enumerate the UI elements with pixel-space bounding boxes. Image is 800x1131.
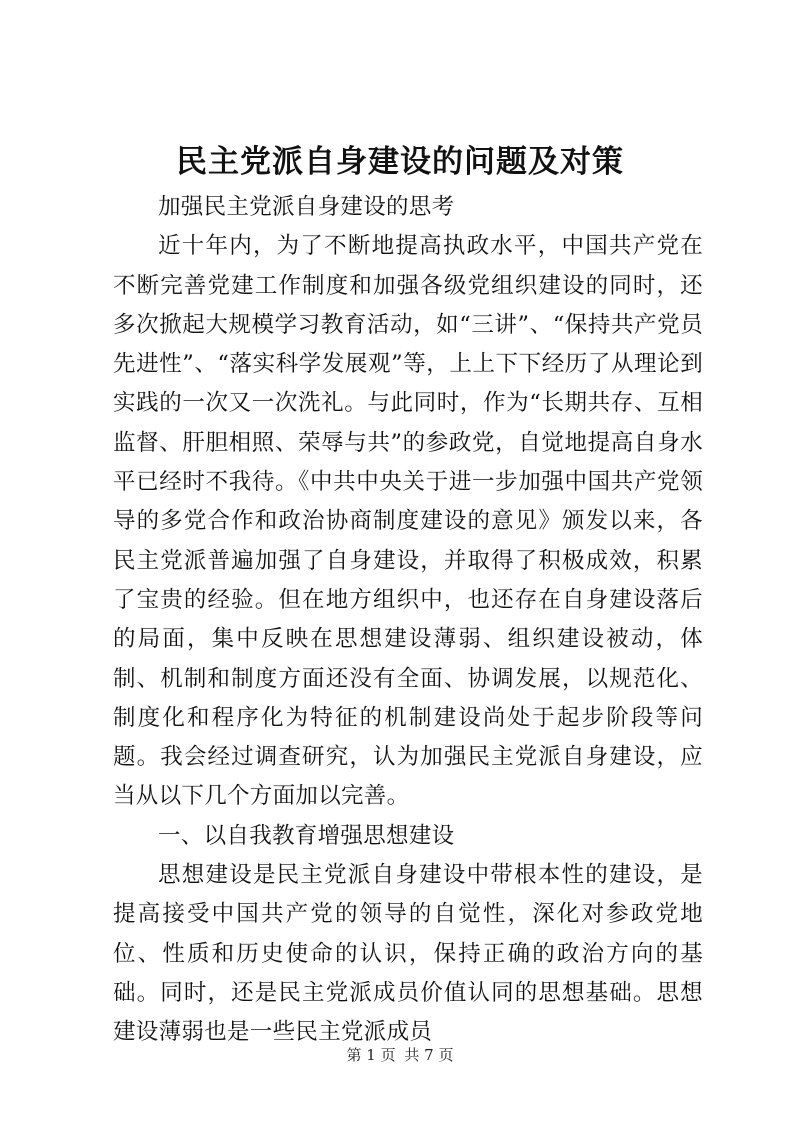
subtitle-paragraph: 加强民主党派自身建设的思考 (158, 194, 455, 220)
page-number: 第 1 页 (346, 1046, 396, 1064)
section-paragraph: 思想建设是民主党派自身建设中带根本性的建设，是提高接受中国共产党的领导的自觉性，深化对参政党地位、性质和历史使命的认识，保持正确的政治方向的基础。同时，还是民主党派成员价值认同的思想基础。思想建设薄弱也是一些民主党派成员 (113, 862, 703, 1046)
page-footer (0, 1045, 800, 1065)
total-pages: 共 7 页 (404, 1046, 454, 1064)
section-heading: 一、以自我教育增强思想建设 (158, 822, 455, 849)
document-title: 民主党派自身建设的问题及对策 (176, 144, 624, 180)
document-body (113, 188, 703, 1053)
intro-paragraph: 近十年内，为了不断地提高执政水平，中国共产党在不断完善党建工作制度和加强各级党组织建设的同时，还多次掀起大规模学习教育活动，如“三讲”、“保持共产党员先进性”、“落实科学发展观”等，上上下下经历了从理论到实践的一次又一次洗礼。与此同时，作为“长期共存、互相监督、肝胆相照、荣辱与共”的参政党，自觉地提高自身水平已经时不我待。《中共中央关于进一步加强中国共产党领导的多党合作和政治协商制度建设的意见》颁发以来，各民主党派普遍加强了自身建设，并取得了积极成效，积累了宝贵的经验。但在地方组织中，也还存在自身建设落后的局面，集中反映在思想建设薄弱、组织建设被动，体制、机制和制度方面还没有全面、协调发展，以规范化、制度化和程序化为特征的机制建设尚处于起步阶段等问题。我会经过调查研究，认为加强民主党派自身建设，应当从以下几个方面加以完善。 (113, 233, 703, 810)
